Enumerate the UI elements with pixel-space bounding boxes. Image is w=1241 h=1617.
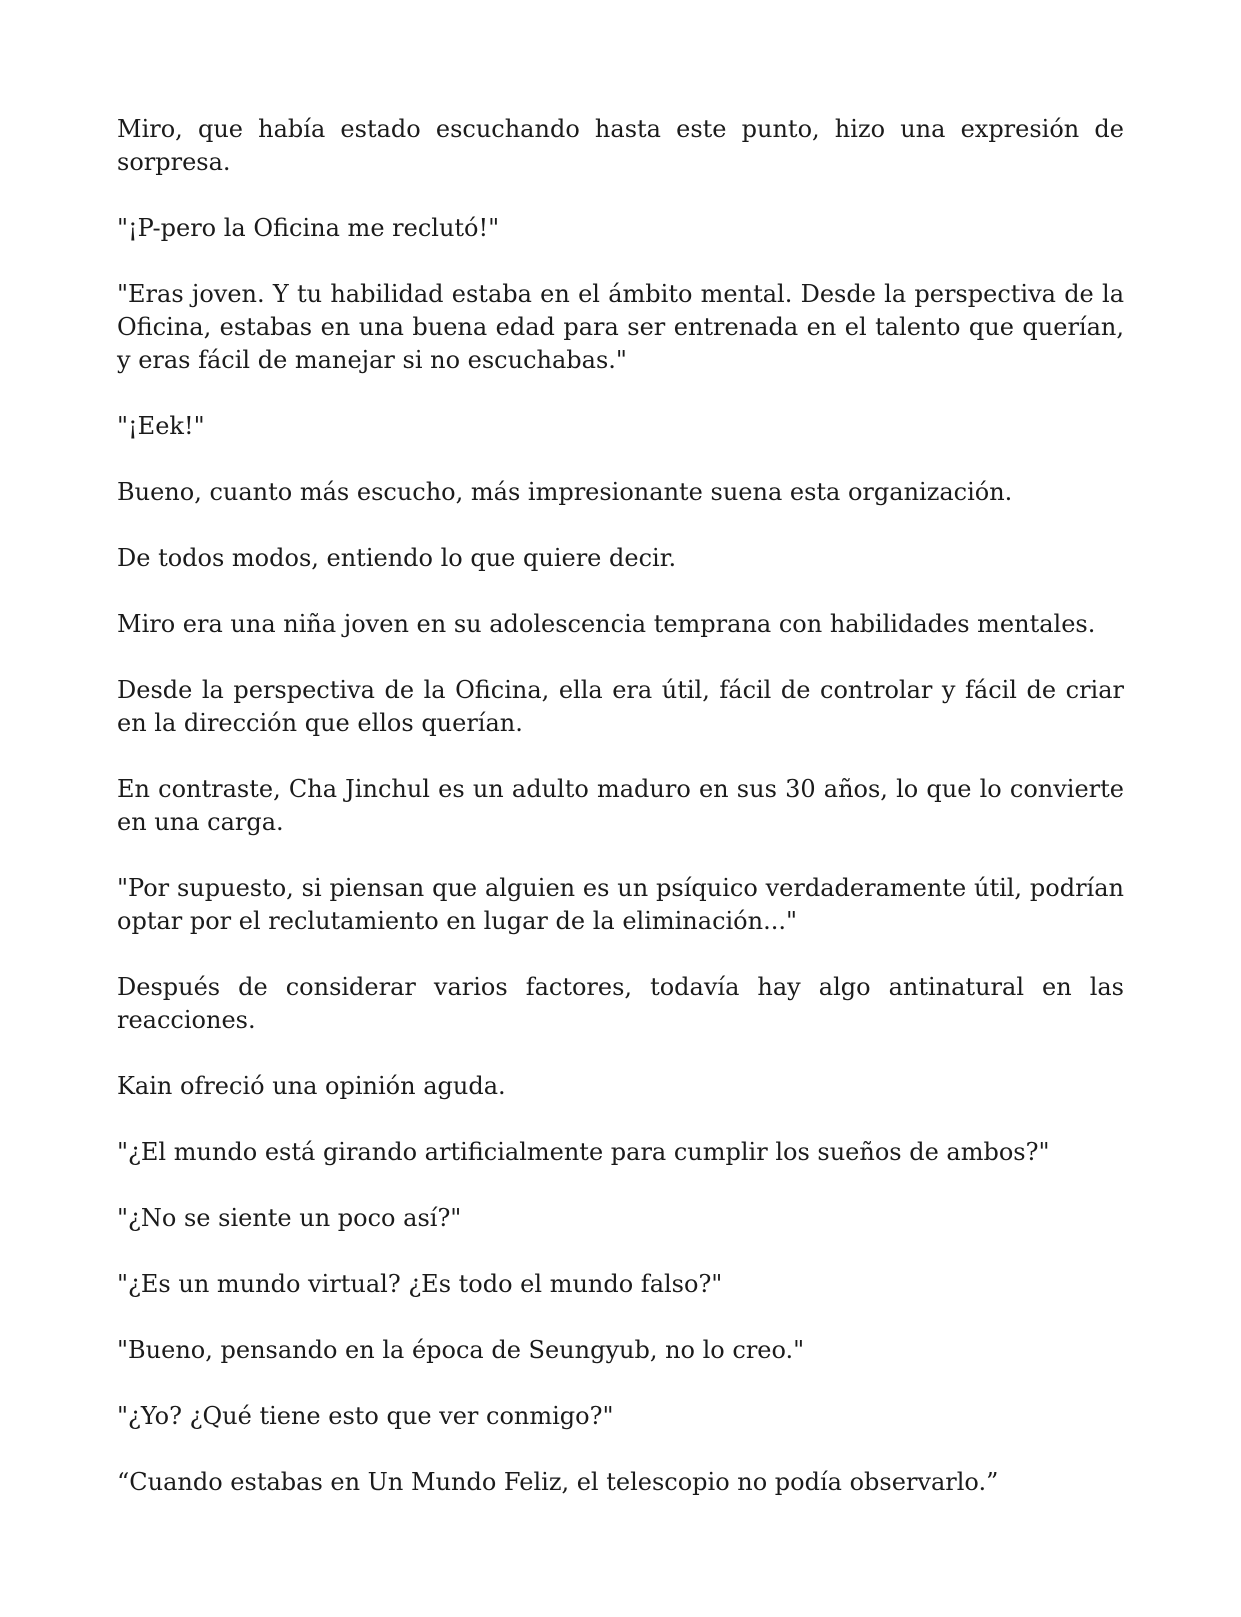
paragraph-10: "Por supuesto, si piensan que alguien es un psíquico verdaderamente útil, podrían optar por el reclutamiento en lugar de la eliminación..." xyxy=(117,874,1124,935)
paragraph-12: Kain ofreció una opinión aguda. xyxy=(117,1072,506,1100)
paragraph-15: "¿Es un mundo virtual? ¿Es todo el mundo falso?" xyxy=(117,1270,723,1298)
paragraph-1: Miro, que había estado escuchando hasta este punto, hizo una expresión de sorpresa. xyxy=(117,115,1124,176)
paragraph-16: "Bueno, pensando en la época de Seungyub, no lo creo." xyxy=(117,1336,805,1364)
paragraph-11: Después de considerar varios factores, todavía hay algo antinatural en las reacciones. xyxy=(117,973,1124,1034)
paragraph-17: "¿Yo? ¿Qué tiene esto que ver conmigo?" xyxy=(117,1402,614,1430)
paragraph-3: "Eras joven. Y tu habilidad estaba en el ámbito mental. Desde la perspectiva de la Oficina, estabas en una buena edad para ser entrenada en el talento que querían, y eras fácil de manejar si no escuchabas." xyxy=(117,280,1124,374)
paragraph-9: En contraste, Cha Jinchul es un adulto maduro en sus 30 años, lo que lo convierte en una carga. xyxy=(117,775,1124,836)
paragraph-18: “Cuando estabas en Un Mundo Feliz, el telescopio no podía observarlo.” xyxy=(117,1468,999,1496)
paragraph-6: De todos modos, entiendo lo que quiere decir. xyxy=(117,544,677,572)
paragraph-14: "¿No se siente un poco así?" xyxy=(117,1204,462,1232)
paragraph-7: Miro era una niña joven en su adolescencia temprana con habilidades mentales. xyxy=(117,610,1096,638)
document-page xyxy=(117,113,1124,1532)
paragraph-5: Bueno, cuanto más escucho, más impresionante suena esta organización. xyxy=(117,478,1013,506)
paragraph-13: "¿El mundo está girando artificialmente para cumplir los sueños de ambos?" xyxy=(117,1138,1050,1166)
paragraph-2: "¡P-pero la Oficina me reclutó!" xyxy=(117,214,500,242)
paragraph-4: "¡Eek!" xyxy=(117,412,205,440)
paragraph-8: Desde la perspectiva de la Oficina, ella era útil, fácil de controlar y fácil de criar en la dirección que ellos querían. xyxy=(117,676,1124,737)
